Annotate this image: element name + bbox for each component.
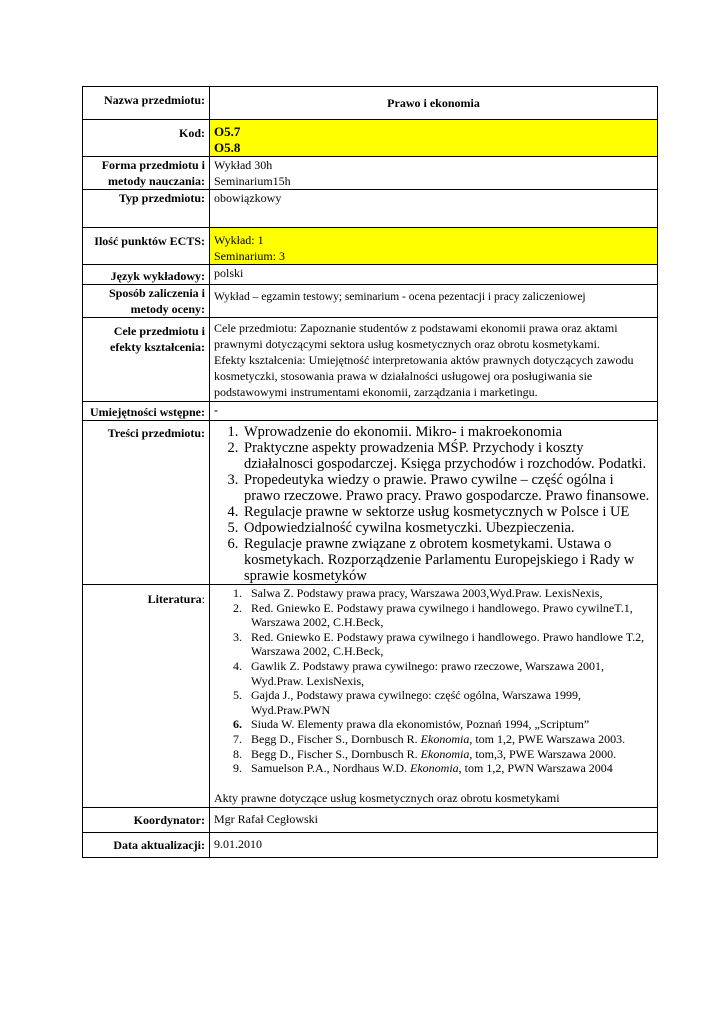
literature-label-text: Literatura: [147, 592, 202, 606]
ects-label: Ilość punktów ECTS:: [83, 228, 210, 265]
row-language: [83, 265, 658, 285]
updated-value: 9.01.2010: [210, 832, 658, 857]
literature-label-colon: :: [201, 592, 205, 606]
row-prerequisites: [83, 402, 658, 421]
outcomes-paragraph: Efekty kształcenia: Umiejętność interpretowania aktów prawnych dotyczących zawodu kosmetyczki, stosowania prawa w działalności usługowej ora posługiwania sie podstawowymi instrumentami ekonomii, zarządzania i marketingu.: [214, 353, 634, 399]
contents-list: [214, 424, 653, 584]
course-name-value: Prawo i ekonomia: [210, 87, 658, 120]
ects-value: [210, 228, 658, 265]
literature-item: 5. Gajda J., Podstawy prawa cywilnego: część ogólna, Warszawa 1999, Wyd.Praw.PWN: [245, 688, 653, 717]
row-ects: [83, 228, 658, 265]
contents-label: Treści przedmiotu:: [83, 421, 210, 585]
row-assessment: [83, 285, 658, 318]
language-value: polski: [210, 265, 658, 285]
code-label: Kod:: [83, 120, 210, 157]
updated-label: Data aktualizacji:: [83, 832, 210, 857]
literature-label: [83, 585, 210, 808]
goals-value: [210, 318, 658, 402]
assessment-label: Sposób zaliczenia i metody oceny:: [83, 285, 210, 318]
form-label: [83, 157, 210, 190]
code-value-1: O5.7: [214, 124, 241, 139]
ects-seminar: Seminarium: 3: [214, 249, 285, 263]
row-goals: [83, 318, 658, 402]
coordinator-label: Koordynator:: [83, 807, 210, 832]
literature-note: Akty prawne dotyczące usług kosmetycznych oraz obrotu kosmetykami: [214, 790, 560, 805]
row-literature: [83, 585, 658, 808]
literature-value: [210, 585, 658, 808]
literature-item: 3. Red. Gniewko E. Podstawy prawa cywilnego i handlowego. Prawo handlowe T.2, Warszawa 2002, C.H.Beck,: [245, 630, 653, 659]
coordinator-value: Mgr Rafał Cegłowski: [210, 807, 658, 832]
literature-list: [214, 586, 653, 776]
row-coordinator: [83, 807, 658, 832]
literature-item: 1. Salwa Z. Podstawy prawa pracy, Warszawa 2003,Wyd.Praw. LexisNexis,: [245, 586, 653, 601]
assessment-value: Wykład – egzamin testowy; seminarium - ocena pezentacji i pracy zaliczeniowej: [210, 285, 658, 318]
contents-item: 3. Propedeutyka wiedzy o prawie. Prawo cywilne – część ogólna i prawo rzeczowe. Prawo pracy. Prawo gospodarcze. Prawo finansowe.: [242, 472, 653, 504]
contents-item: 2. Praktyczne aspekty prowadzenia MŚP. Przychody i koszty działalnosci gospodarczej. Księga przychodów i rozchodów. Podatki.: [242, 440, 653, 472]
row-code: [83, 120, 658, 157]
ects-lecture: Wykład: 1: [214, 233, 264, 247]
form-value-2: Seminarium15h: [214, 174, 291, 188]
goals-label: Cele przedmiotu i efekty kształcenia:: [83, 318, 210, 402]
code-value: [210, 120, 658, 157]
type-value: obowiązkowy: [210, 190, 658, 228]
contents-item: 4. Regulacje prawne w sektorze usług kosmetycznych w Polsce i UE: [242, 504, 653, 520]
contents-item: 6. Regulacje prawne związane z obrotem kosmetykami. Ustawa o kosmetykach. Rozporządzenie Parlamentu Europejskiego i Rady w sprawie kosmetyków: [242, 536, 653, 584]
row-contents: [83, 421, 658, 585]
code-value-2: O5.8: [214, 140, 241, 155]
goals-paragraph: Cele przedmiotu: Zapoznanie studentów z podstawami ekonomii prawa oraz aktami prawnymi dotyczącymi sektora usług kosmetycznych oraz obrotu kosmetykami.: [214, 321, 618, 351]
literature-item: 2. Red. Gniewko E. Podstawy prawa cywilnego i handlowego. Prawo cywilneT.1, Warszawa 2002, C.H.Beck,: [245, 601, 653, 630]
type-label: Typ przedmiotu:: [83, 190, 210, 228]
syllabus-table: [82, 86, 658, 858]
row-updated: [83, 832, 658, 857]
contents-item: 5. Odpowiedzialność cywilna kosmetyczki. Ubezpieczenia.: [242, 520, 653, 536]
literature-item: 4. Gawlik Z. Podstawy prawa cywilnego: prawo rzeczowe, Warszawa 2001, Wyd.Praw. LexisNexis,: [245, 659, 653, 688]
literature-item: 8. Begg D., Fischer S., Dornbusch R. Ekonomia, tom,3, PWE Warszawa 2000.: [245, 747, 653, 762]
course-name-label: Nazwa przedmiotu:: [83, 87, 210, 120]
prerequisites-label: Umiejętności wstępne:: [83, 402, 210, 421]
literature-item: 9. Samuelson P.A., Nordhaus W.D. Ekonomia, tom 1,2, PWN Warszawa 2004: [245, 761, 653, 776]
form-value: [210, 157, 658, 190]
prerequisites-value: -: [210, 402, 658, 421]
form-value-1: Wykład 30h: [214, 158, 273, 172]
form-label-text: Forma przedmiotu i metody nauczania:: [101, 158, 205, 188]
literature-item: 6. Siuda W. Elementy prawa dla ekonomistów, Poznań 1994, „Scriptum”: [245, 717, 653, 732]
language-label: Język wykładowy:: [83, 265, 210, 285]
contents-value: [210, 421, 658, 585]
contents-item: 1. Wprowadzenie do ekonomii. Mikro- i makroekonomia: [242, 424, 653, 440]
row-course-name: [83, 87, 658, 120]
row-form: [83, 157, 658, 190]
literature-item: 7. Begg D., Fischer S., Dornbusch R. Ekonomia, tom 1,2, PWE Warszawa 2003.: [245, 732, 653, 747]
row-type: [83, 190, 658, 228]
